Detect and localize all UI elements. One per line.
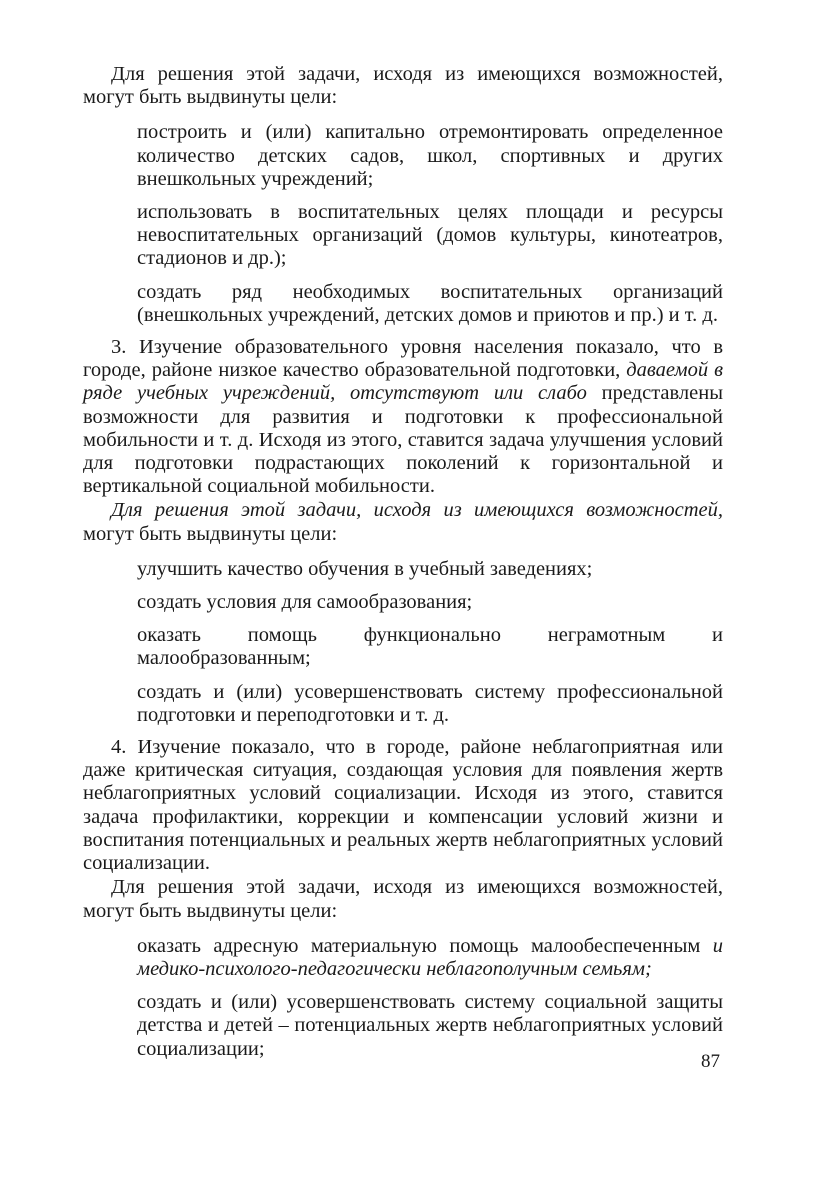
- goal-item-improve-quality: улучшить качество обучения в учебный заведениях;: [137, 557, 593, 580]
- goal-item-self-education: создать условия для самообразования;: [137, 591, 473, 614]
- goal-item-create-organizations: создать ряд необходимых воспитательных организаций (внешкольных учреждений, детских домов и приютов и пр.) и т. д.: [137, 280, 723, 326]
- intro-goals-2-rest: могут быть выдвинуты цели:: [83, 522, 338, 545]
- goal-item-professional-training: создать и (или) усовершенствовать систему профессиональной подготовки и переподготовки и т. д.: [137, 680, 723, 726]
- paragraph-education-text-a: 3. Изучение образовательного уровня населения показало, что в городе, районе низкое качество образовательной подготовки,: [83, 336, 723, 382]
- intro-goals-2-italic: Для решения этой задачи, исходя из имеющихся возможностей,: [111, 499, 723, 522]
- paragraph-education-level: [83, 336, 723, 498]
- goal-item-build-institutions: построить и (или) капитально отремонтировать определенное количество детских садов, школ, спортивных и других внешкольных учреждений;: [137, 121, 723, 190]
- intro-goals-2: [83, 499, 723, 545]
- goal-item-targeted-aid-a: оказать адресную материальную помощь малообеспеченным: [137, 934, 713, 957]
- goal-item-use-resources: использовать в воспитательных целях площади и ресурсы невоспитательных организаций (домов культуры, кинотеатров, стадионов и др.);: [137, 201, 723, 270]
- goal-item-help-illiterate: оказать помощь функционально неграмотным и малообразованным;: [137, 624, 723, 670]
- intro-goals-1: Для решения этой задачи, исходя из имеющихся возможностей, могут быть выдвинуты цели:: [83, 63, 723, 109]
- page-text: [83, 63, 723, 1061]
- paragraph-socialization-risk: 4. Изучение показало, что в городе, районе неблагоприятная или даже критическая ситуация, создающая условия для появления жертв неблагоприятных условий социализации. Исходя из этого, ставится задача профилактики, коррекции и компенсации условий жизни и воспитания потенциальных и реальных жертв неблагоприятных условий социализации.: [83, 736, 723, 875]
- goal-item-targeted-aid: [137, 935, 723, 981]
- goal-item-targeted-aid-italic: и медико-психолого-педагогически неблагополучным семьям;: [137, 934, 723, 980]
- page-number: 87: [701, 1051, 720, 1072]
- paragraph-education-text-c: представлены возможности для развития и подготовки к профессиональной мобильности и т. д. Исходя из этого, ставится задача улучшения условий для подготовки подрастающих поколений к горизонтальной и вертикальной социальной мобильности.: [83, 382, 723, 498]
- goal-item-social-protection: создать и (или) усовершенствовать систему социальной защиты детства и детей – потенциальных жертв неблагоприятных условий социализации;: [137, 991, 723, 1060]
- paragraph-education-text-italic: даваемой в ряде учебных учреждений, отсутствуют или слабо: [83, 359, 723, 405]
- intro-goals-3: Для решения этой задачи, исходя из имеющихся возможностей, могут быть выдвинуты цели:: [83, 876, 723, 922]
